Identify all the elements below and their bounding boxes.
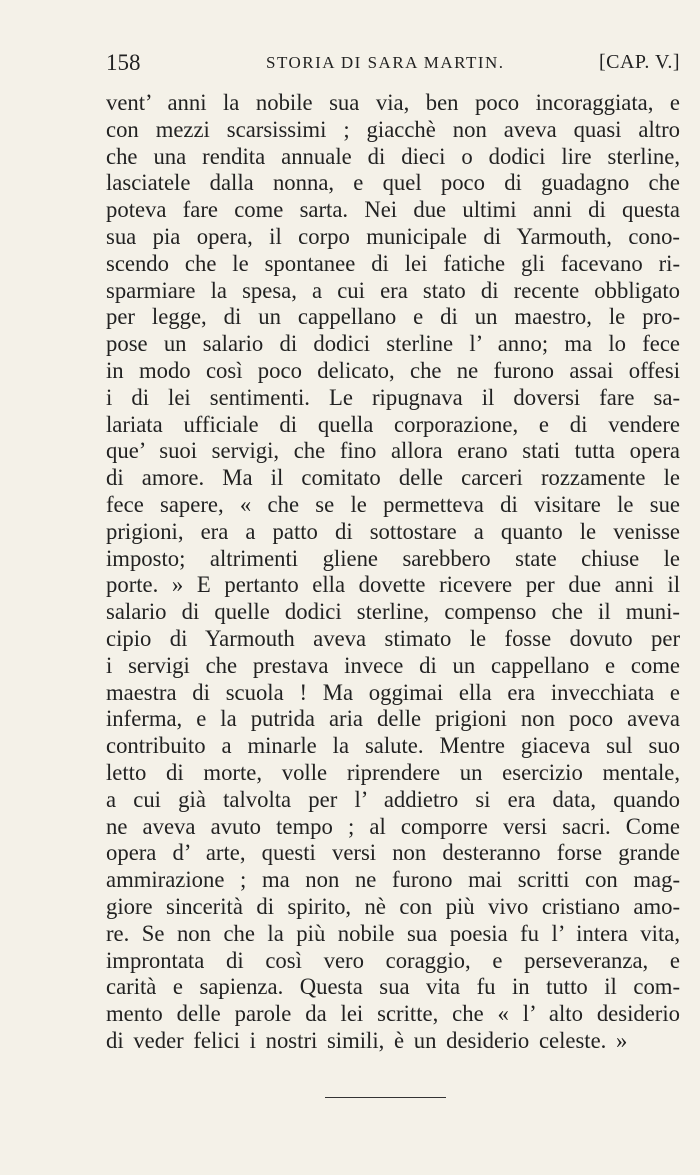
text-line: lariata ufficiale di quella corporazione, e di vendere: [106, 411, 680, 437]
text-line: cipio di Yarmouth aveva stimato le fosse dovuto per: [106, 625, 680, 651]
page-number: 158: [106, 50, 141, 75]
text-line: ne aveva avuto tempo ; al comporre versi sacri. Come: [106, 813, 680, 839]
text-line: scendo che le spontanee di lei fatiche gli facevano ri-: [106, 250, 680, 276]
text-line: in modo così poco delicato, che ne furono assai offesi: [106, 357, 680, 383]
text-line: maestra di scuola ! Ma oggimai ella era invecchiata e: [106, 679, 680, 705]
text-line: pose un salario di dodici sterline l’ anno; ma lo fece: [106, 331, 680, 357]
text-line: improntata di così vero coraggio, e perseveranza, e: [106, 947, 680, 973]
text-line: i servigi che prestava invece di un cappellano e come: [106, 652, 680, 678]
text-line: prigioni, era a patto di sottostare a quanto le venisse: [106, 518, 680, 544]
text-line: ammirazione ; ma non ne furono mai scritti con mag-: [106, 867, 680, 893]
text-line: di veder felici i nostri simili, è un desiderio celeste. »: [106, 1027, 628, 1053]
text-line: opera d’ arte, questi versi non desteranno forse grande: [106, 840, 680, 866]
text-line: sparmiare la spesa, a cui era stato di recente obbligato: [106, 277, 680, 303]
text-line: che una rendita annuale di dieci o dodici lire sterline,: [106, 143, 680, 169]
text-line: re. Se non che la più nobile sua poesia fu l’ intera vita,: [106, 920, 680, 946]
text-line: contribuito a minarle la salute. Mentre giaceva sul suo: [106, 733, 680, 759]
text-line: letto di morte, volle riprendere un esercizio mentale,: [106, 759, 680, 785]
text-line: a cui già talvolta per l’ addietro si era data, quando: [106, 786, 680, 812]
text-line: salario di quelle dodici sterline, compenso che il muni-: [106, 599, 680, 625]
text-line: per legge, di un cappellano e di un maestro, le pro-: [106, 304, 680, 330]
page-header: [106, 50, 680, 80]
text-line: inferma, e la putrida aria delle prigioni non poco aveva: [106, 706, 680, 732]
text-line: imposto; altrimenti gliene sarebbero state chiuse le: [106, 545, 680, 571]
text-line: fece sapere, « che se le permetteva di visitare le sue: [106, 491, 680, 517]
text-line: poteva fare come sarta. Nei due ultimi anni di questa: [106, 197, 680, 223]
text-line: con mezzi scarsissimi ; giacchè non aveva quasi altro: [106, 116, 680, 142]
text-line: giore sincerità di spirito, nè con più vivo cristiano amo-: [106, 893, 680, 919]
text-line: vent’ anni la nobile sua via, ben poco incoraggiata, e: [106, 90, 680, 115]
text-line: sua pia opera, il corpo municipale di Yarmouth, cono-: [106, 223, 680, 249]
text-line: que’ suoi servigi, che fino allora erano stati tutta opera: [106, 438, 680, 464]
text-line: di amore. Ma il comitato delle carceri rozzamente le: [106, 465, 680, 491]
text-line: carità e sapienza. Questa sua vita fu in tutto il com-: [106, 974, 680, 1000]
running-title: STORIA DI SARA MARTIN.: [266, 53, 505, 72]
body-paragraph: [106, 90, 680, 1055]
text-line: mento delle parole da lei scritte, che « l’ alto desiderio: [106, 1001, 680, 1027]
text-line: i di lei sentimenti. Le ripugnava il doversi fare sa-: [106, 384, 680, 410]
chapter-label: [CAP. V.]: [598, 51, 680, 73]
end-rule: [325, 1097, 446, 1098]
text-line: lasciatele dalla nonna, e quel poco di guadagno che: [106, 170, 680, 196]
text-line: porte. » E pertanto ella dovette ricevere per due anni il: [106, 572, 680, 598]
